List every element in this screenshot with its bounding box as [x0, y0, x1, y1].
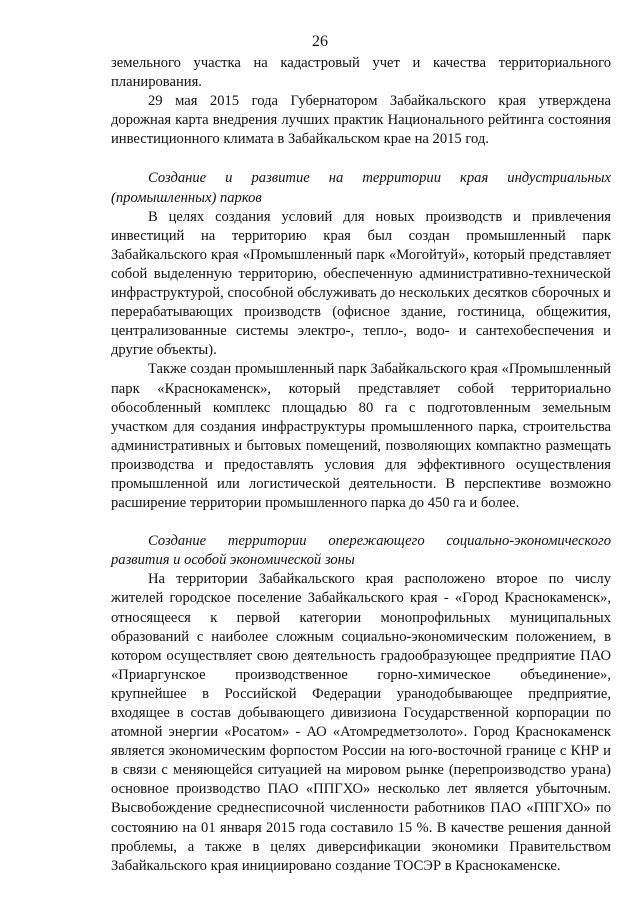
paragraph-mogoytuy-park: В целях создания условий для новых производств и привлечения инвестиций на территорию края был создан промышленный парк Забайкальского края «Промышленный парк «Могойтуй», который представляет собой выделенную территорию, обеспеченную административно-технической инфраструктурой, способной обслуживать до нескольких десятков сборочных и перерабатывающих производств (офисное здание, гостиница, общежития, централизованные системы электро-, тепло-, водо- и сантехобеспечения и другие объекты).: [111, 208, 611, 359]
page-number: 26: [312, 33, 328, 50]
paragraph-roadmap: 29 мая 2015 года Губернатором Забайкальского края утверждена дорожная карта внедрения лучших практик Национального рейтинга состояния инвестиционного климата в Забайкальском крае на 2015 год.: [111, 93, 611, 148]
paragraph-continuation: земельного участка на кадастровый учет и качества территориального планирования.: [111, 55, 611, 91]
page-content: [111, 54, 611, 876]
section-heading-industrial-parks: Создание и развитие на территории края индустриальных (промышленных) парков: [111, 170, 611, 206]
section-heading-tosed: Создание территории опережающего социально-экономического развития и особой экономической зоны: [111, 533, 611, 569]
paragraph-krasnokamensk-park: Также создан промышленный парк Забайкальского края «Промышленный парк «Краснокаменск», который представляет собой территориально обособленный комплекс площадью 80 га с подготовленным земельным участком для создания инфраструктуры промышленного парка, строительства административных и бытовых помещений, позволяющих компактно размещать производства и предоставлять условия для эффективного осуществления промышленной или логистической деятельности. В перспективе возможно расширение территории промышленного парка до 450 га и более.: [111, 361, 611, 512]
paragraph-krasnokamensk-tosed: На территории Забайкальского края расположено второе по числу жителей городское поселение Забайкальского края - «Город Краснокаменск», относящееся к первой категории монопрофильных муниципальных образований с наиболее сложным социально-экономическим положением, в котором осуществляет свою деятельность градообразующее предприятие ПАО «Приаргунское производственное горно-химическое объединение», крупнейшее в Российской Федерации уранодобывающее предприятие, входящее в состав добывающего дивизиона Государственной корпорации по атомной энергии «Росатом» - АО «Атомредметзолото». Город Краснокаменск является экономическим форпостом России на юго-восточной границе с КНР и в связи с меняющейся ситуацией на мировом рынке (перепроизводство урана) основное производство ПАО «ППГХО» несколько лет является убыточным. Высвобождение среднесписочной численности работников ПАО «ППГХО» по состоянию на 01 января 2015 года составило 15 %. В качестве решения данной проблемы, а также в целях диверсификации экономики Правительством Забайкальского края инициировано создание ТОСЭР в Краснокаменске.: [111, 571, 611, 874]
